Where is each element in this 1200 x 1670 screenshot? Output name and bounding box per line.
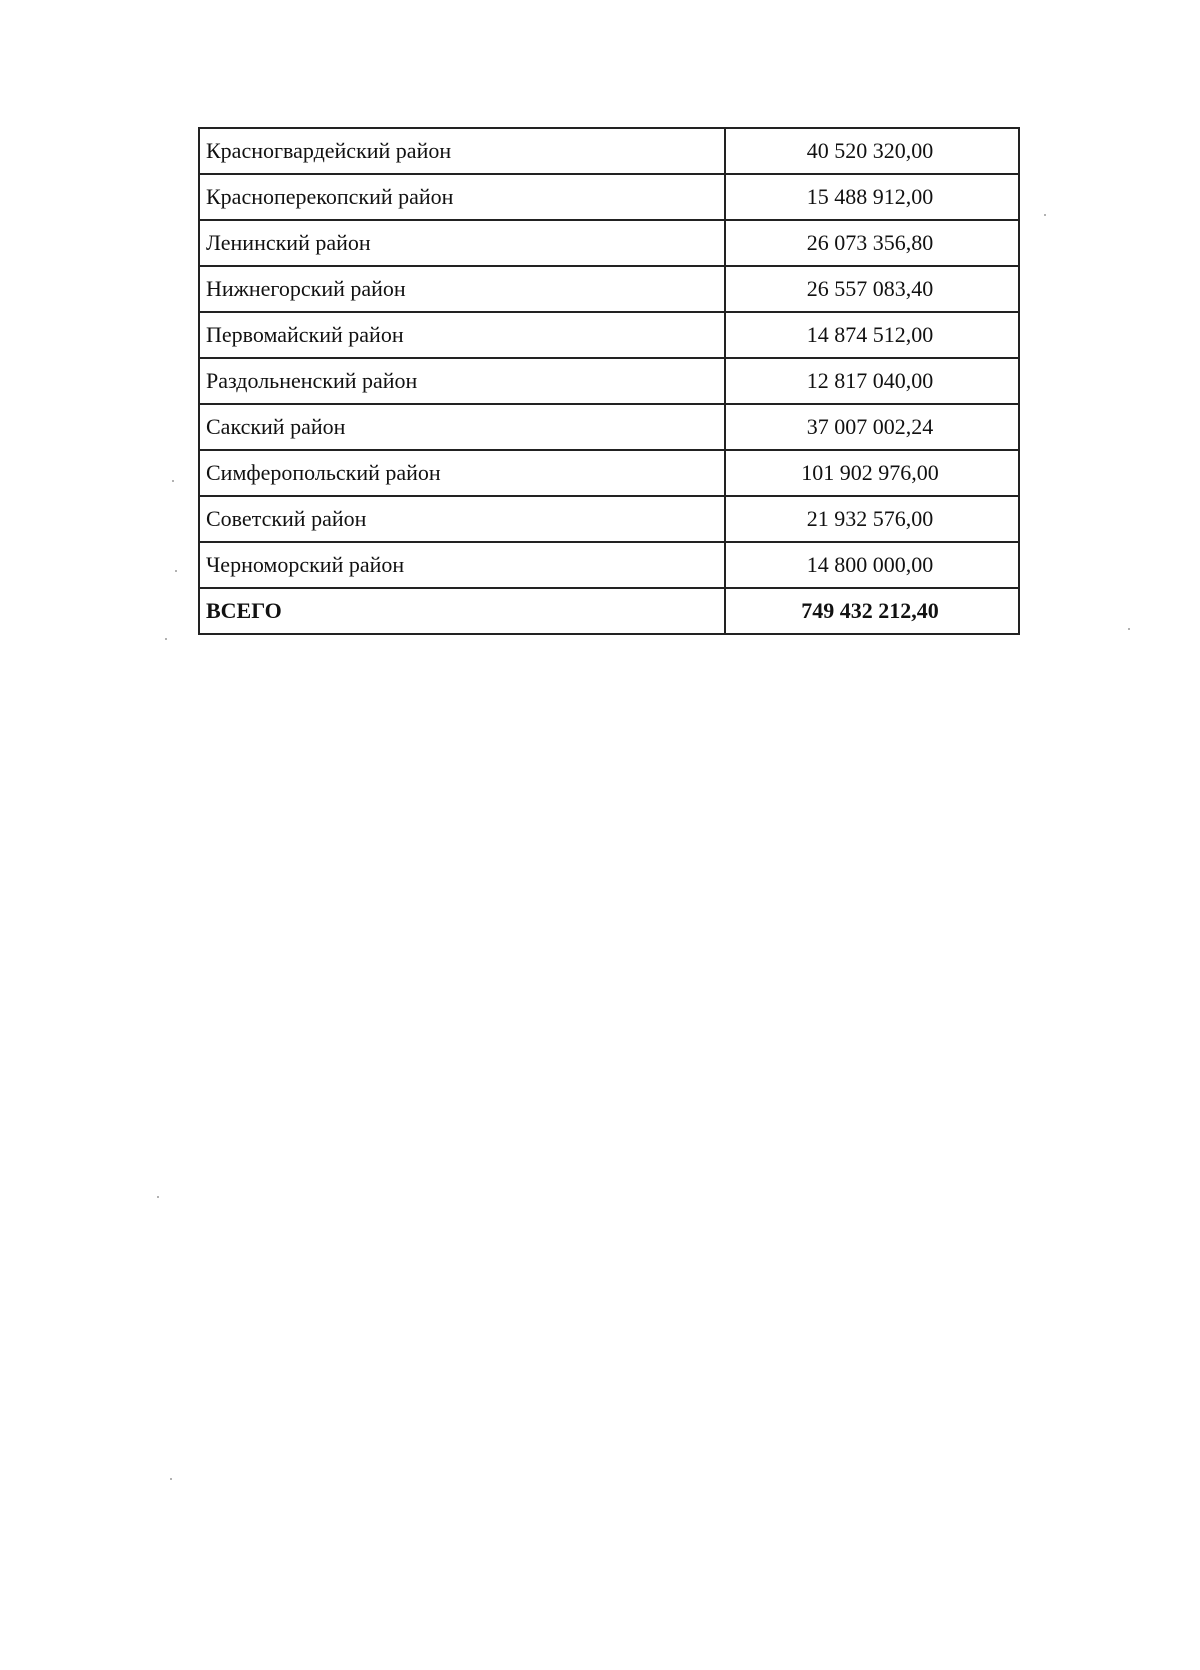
district-name-cell: Красноперекопский район [199, 174, 725, 220]
scan-speck [170, 1478, 172, 1480]
scan-speck [172, 480, 174, 482]
total-label-cell: ВСЕГО [199, 588, 725, 634]
table-row [199, 312, 1019, 358]
amount-cell: 14 800 000,00 [725, 542, 1019, 588]
amount-cell: 21 932 576,00 [725, 496, 1019, 542]
table-row [199, 542, 1019, 588]
table-row [199, 404, 1019, 450]
scan-speck [165, 638, 167, 640]
amount-cell: 37 007 002,24 [725, 404, 1019, 450]
district-name-cell: Раздольненский район [199, 358, 725, 404]
amount-cell: 15 488 912,00 [725, 174, 1019, 220]
district-name-cell: Красногвардейский район [199, 128, 725, 174]
scan-speck [175, 570, 177, 572]
scan-speck [1128, 628, 1130, 630]
scan-speck [157, 1196, 159, 1198]
district-name-cell: Сакский район [199, 404, 725, 450]
amount-cell: 12 817 040,00 [725, 358, 1019, 404]
total-row [199, 588, 1019, 634]
table-row [199, 358, 1019, 404]
table-row [199, 128, 1019, 174]
district-name-cell: Черноморский район [199, 542, 725, 588]
total-amount-cell: 749 432 212,40 [725, 588, 1019, 634]
amount-cell: 40 520 320,00 [725, 128, 1019, 174]
district-name-cell: Симферопольский район [199, 450, 725, 496]
scan-speck [1044, 214, 1046, 216]
district-name-cell: Ленинский район [199, 220, 725, 266]
table-row [199, 450, 1019, 496]
district-budget-table [198, 127, 1020, 635]
table-row [199, 174, 1019, 220]
amount-cell: 101 902 976,00 [725, 450, 1019, 496]
table-row [199, 220, 1019, 266]
amount-cell: 26 557 083,40 [725, 266, 1019, 312]
table-row [199, 266, 1019, 312]
table-row [199, 496, 1019, 542]
amount-cell: 26 073 356,80 [725, 220, 1019, 266]
amount-cell: 14 874 512,00 [725, 312, 1019, 358]
district-name-cell: Первомайский район [199, 312, 725, 358]
district-name-cell: Нижнегорский район [199, 266, 725, 312]
district-name-cell: Советский район [199, 496, 725, 542]
